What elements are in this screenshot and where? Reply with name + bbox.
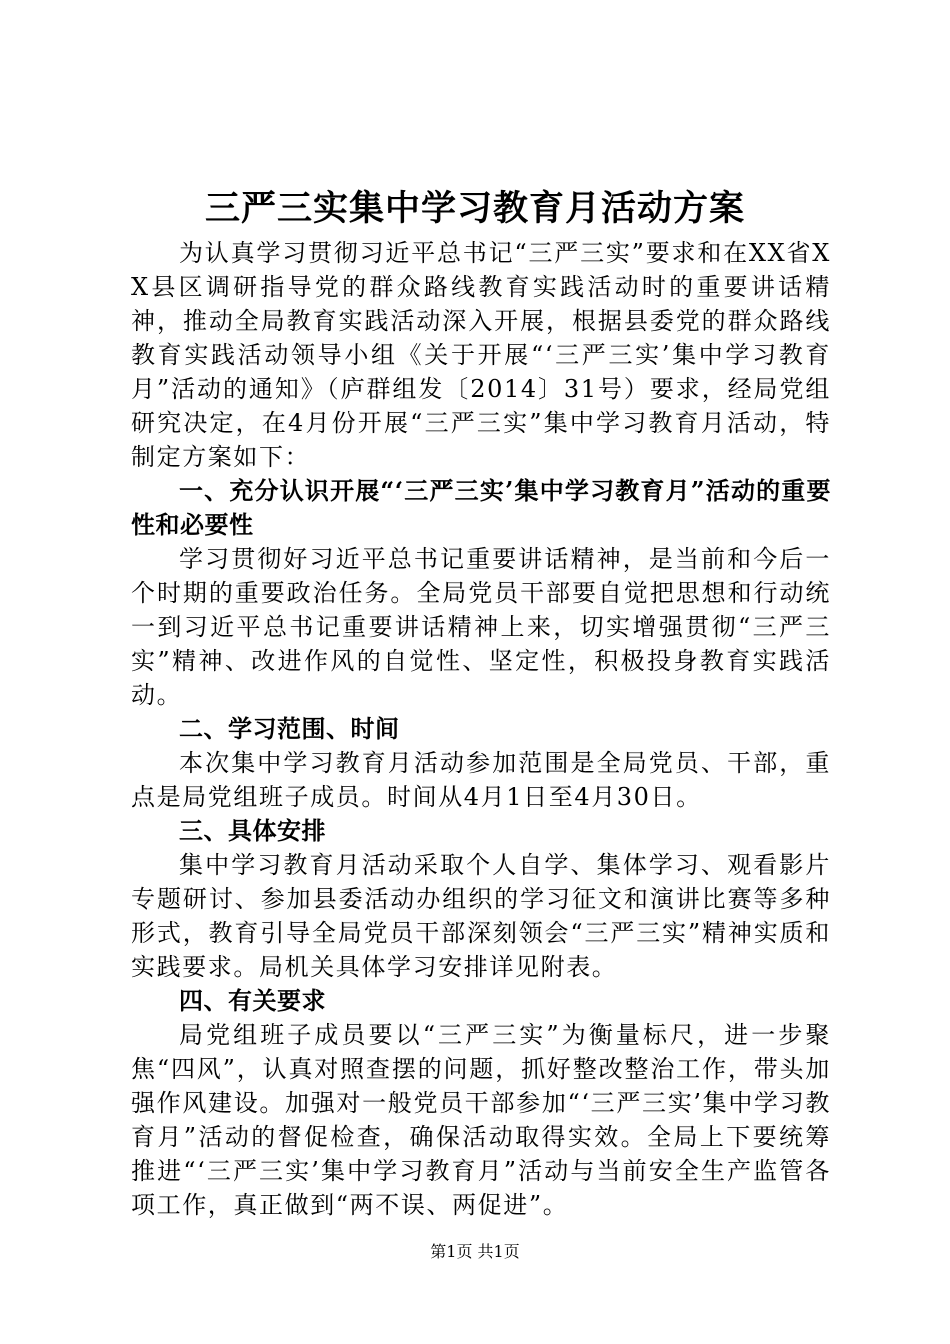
section-heading-2: 二、学习范围、时间: [179, 714, 400, 743]
section-body-4: 局党组班子成员要以“三严三实”为衡量标尺，进一步聚焦“四风”，认真对照查摆的问题，抓好整改整治工作，带头加强作风建设。加强对一般党员干部参加“‘三严三实’集中学习教育月”活动的督促检查，确保活动取得实效。全局上下要统筹推进“‘三严三实’集中学习教育月”活动与当前安全生产监管各项工作，真正做到“两不误、两促进”。: [131, 1021, 831, 1219]
section-body-2: 本次集中学习教育月活动参加范围是全局党员、干部，重点是局党组班子成员。时间从4月1日至4月30日。: [131, 749, 831, 811]
section-body-1: 学习贯彻好习近平总书记重要讲话精神，是当前和今后一个时期的重要政治任务。全局党员干部要自觉把思想和行动统一到习近平总书记重要讲话精神上来，切实增强贯彻“三严三实”精神、改进作风的自觉性、坚定性，积极投身教育实践活动。: [131, 545, 831, 709]
section-heading-4: 四、有关要求: [179, 986, 326, 1015]
section-heading-1: 一、充分认识开展“‘三严三实’集中学习教育月”活动的重要性和必要性: [131, 476, 831, 539]
section-body-3: 集中学习教育月活动采取个人自学、集体学习、观看影片专题研讨、参加县委活动办组织的学习征文和演讲比赛等多种形式，教育引导全局党员干部深刻领会“三严三实”精神实质和实践要求。局机关具体学习安排详见附表。: [131, 851, 831, 981]
section-heading-3: 三、具体安排: [179, 816, 326, 845]
intro-paragraph: 为认真学习贯彻习近平总书记“三严三实”要求和在XX省XX县区调研指导党的群众路线教育实践活动时的重要讲话精神，推动全局教育实践活动深入开展，根据县委党的群众路线教育实践活动领导小组《关于开展“‘三严三实’集中学习教育月”活动的通知》（庐群组发〔2014〕31号）要求，经局党组研究决定，在4月份开展“三严三实”集中学习教育月活动，特制定方案如下：: [131, 239, 831, 471]
document-body: [131, 236, 831, 1222]
document-title: 三严三实集中学习教育月活动方案: [204, 188, 745, 229]
page-footer: 第1页 共1页: [430, 1242, 520, 1261]
